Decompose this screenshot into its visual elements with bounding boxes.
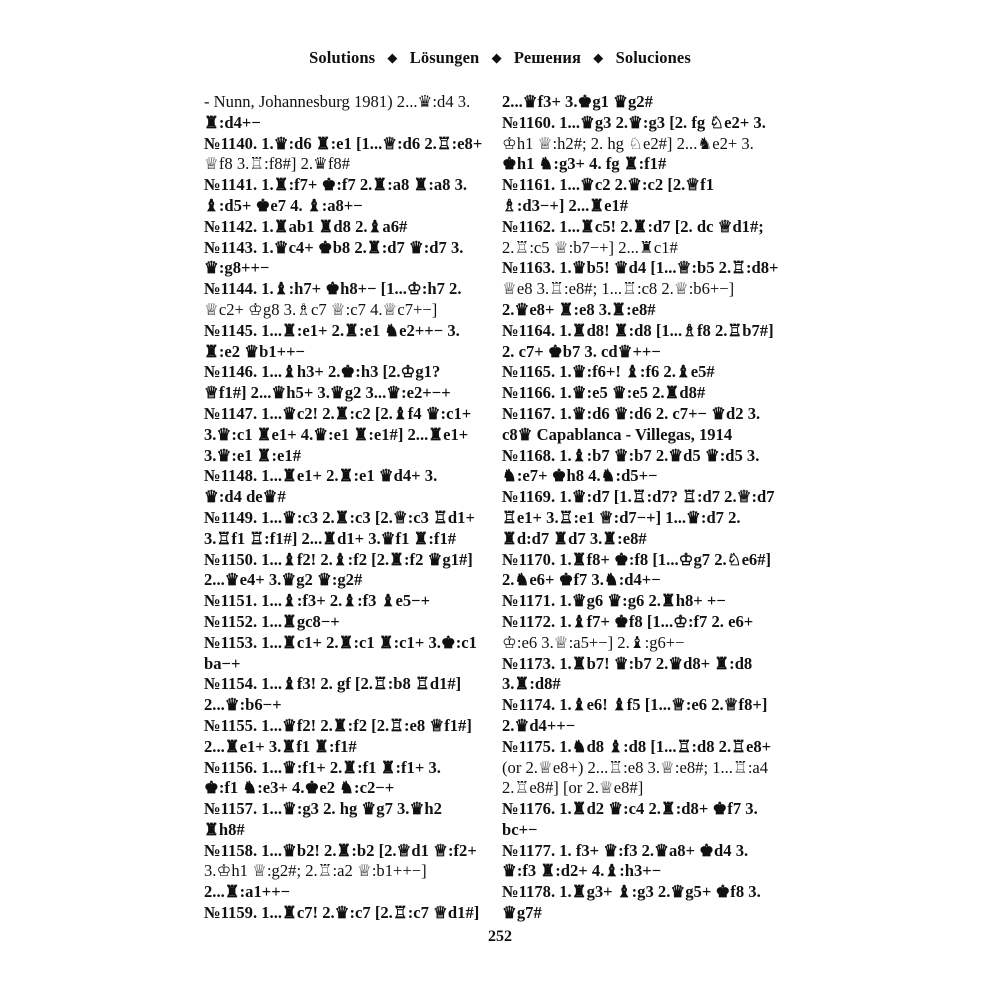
- solution-line: ♜:e2 ♛b1++−: [204, 341, 305, 361]
- solution-line: ♕e8 3.♖:e8#; 1...♖:c8 2.♕:b6+−]: [502, 279, 735, 299]
- solution-line: №1143. 1.♛c4+ ♚b8 2.♜:d7 ♛:d7 3.: [204, 237, 464, 257]
- header-soluciones: Soluciones: [615, 48, 691, 67]
- solution-line: 2.♛d4++−: [502, 715, 576, 735]
- solution-line: №1173. 1.♜b7! ♛:b7 2.♛d8+ ♜:d8: [502, 653, 753, 673]
- solution-line: №1168. 1.♝:b7 ♛:b7 2.♛d5 ♛:d5 3.: [502, 445, 760, 465]
- solution-line: 3.♜:d8#: [502, 674, 561, 694]
- solution-line: №1158. 1...♛b2! 2.♜:b2 [2.♕d1 ♕:f2+: [204, 840, 477, 860]
- solution-line: 2.♖e8#] [or 2.♕e8#]: [502, 778, 644, 798]
- solution-line: 2...♛:b6−+: [204, 695, 282, 715]
- header-solutions: Solutions: [309, 48, 376, 67]
- solution-line: №1178. 1.♜g3+ ♝:g3 2.♛g5+ ♚f8 3.: [502, 882, 761, 902]
- solution-line: 3.♛:e1 ♜:e1#: [204, 445, 302, 465]
- solution-line: №1150. 1...♝f2! 2.♝:f2 [2.♜:f2 ♛g1#]: [204, 549, 473, 569]
- solution-line: - Nunn, Johannesburg 1981) 2...♛:d4 3.: [204, 92, 471, 111]
- page-header: [0, 48, 1000, 68]
- solution-line: №1147. 1...♛c2! 2.♜:c2 [2.♝f4 ♛:c1+: [204, 403, 472, 423]
- solution-line: ♕f8 3.♖:f8#] 2.♛f8#: [204, 154, 351, 174]
- solution-line: 2.♖:c5 ♕:b7−+] 2...♜c1#: [502, 237, 678, 257]
- solution-line: 2...♛f3+ 3.♚g1 ♛g2#: [502, 92, 653, 111]
- solution-line: №1159. 1...♜c7! 2.♛:c7 [2.♖:c7 ♕d1#]: [204, 903, 480, 923]
- solution-line: №1175. 1.♞d8 ♝:d8 [1...♖:d8 2.♖e8+: [502, 736, 772, 756]
- solution-line: 3.♔h1 ♕:g2#; 2.♖:a2 ♕:b1++−]: [204, 861, 427, 881]
- solution-line: ♞:e7+ ♚h8 4.♞:d5+−: [502, 466, 658, 486]
- solution-line: 2.♞e6+ ♚f7 3.♞:d4+−: [502, 570, 661, 590]
- solution-line: ♛:f3 ♜:d2+ 4.♝:h3+−: [502, 861, 662, 881]
- solution-line: ♖e1+ 3.♖:e1 ♕:d7−+] 1...♛:d7 2.: [502, 507, 741, 527]
- solution-line: №1161. 1...♛c2 2.♛:c2 [2.♕f1: [502, 175, 714, 195]
- solution-line: №1157. 1...♛:g3 2. hg ♛g7 3.♛h2: [204, 799, 442, 819]
- solution-line: №1142. 1.♜ab1 ♜d8 2.♝a6#: [204, 216, 408, 236]
- solution-line: ♕f1#] 2...♛h5+ 3.♛g2 3...♛:e2+−+: [204, 383, 451, 403]
- solution-line: №1151. 1...♝:f3+ 2.♝:f3 ♝e5−+: [204, 591, 431, 611]
- page-number: 252: [488, 928, 512, 945]
- header-separator: ◆: [491, 50, 502, 65]
- solution-line: №1165. 1.♛:f6+! ♝:f6 2.♝e5#: [502, 362, 715, 382]
- header-separator: ◆: [387, 50, 398, 65]
- solution-line: №1164. 1.♜d8! ♜:d8 [1...♗f8 2.♖b7#]: [502, 320, 774, 340]
- solution-line: №1174. 1.♝e6! ♝f5 [1...♕:e6 2.♕f8+]: [502, 695, 768, 715]
- solution-line: №1155. 1...♛f2! 2.♜:f2 [2.♖:e8 ♕f1#]: [204, 715, 472, 735]
- solution-line: №1170. 1.♜f8+ ♚:f8 [1...♔g7 2.♘e6#]: [502, 549, 772, 569]
- solution-line: №1169. 1.♛:d7 [1.♖:d7? ♖:d7 2.♕:d7: [502, 487, 775, 507]
- solution-line: ♔h1 ♕:h2#; 2. hg ♘e2#] 2...♞e2+ 3.: [502, 133, 754, 153]
- solution-line: 2.♛e8+ ♜:e8 3.♜:e8#: [502, 299, 656, 319]
- solution-line: (or 2.♕e8+) 2...♖:e8 3.♕:e8#; 1...♖:a4: [502, 757, 769, 777]
- solution-line: ♛:g8++−: [204, 258, 270, 278]
- solution-line: №1144. 1.♝:h7+ ♚h8+− [1...♔:h7 2.: [204, 279, 462, 299]
- solution-line: ♜h8#: [204, 819, 245, 839]
- solution-line: №1162. 1...♜c5! 2.♜:d7 [2. dc ♕d1#;: [502, 216, 764, 236]
- solution-line: №1154. 1...♝f3! 2. gf [2.♖:b8 ♖d1#]: [204, 674, 462, 694]
- solution-line: 3.♛:c1 ♜e1+ 4.♛:e1 ♜:e1#] 2...♜e1+: [204, 424, 469, 444]
- solution-line: №1148. 1...♜e1+ 2.♜:e1 ♛d4+ 3.: [204, 466, 438, 486]
- solution-line: ♜:d4+−: [204, 112, 261, 132]
- solution-line: №1177. 1. f3+ ♛:f3 2.♛a8+ ♚d4 3.: [502, 840, 749, 860]
- solution-line: 3.♖f1 ♖:f1#] 2...♜d1+ 3.♛f1 ♜:f1#: [204, 528, 457, 548]
- left-column: [204, 92, 492, 924]
- solution-line: №1152. 1...♜gc8−+: [204, 611, 340, 631]
- solution-line: ♕c2+ ♔g8 3.♗c7 ♕:c7 4.♕c7+−]: [204, 299, 438, 319]
- solution-line: bc+−: [502, 819, 538, 839]
- solution-line: №1176. 1.♜d2 ♛:c4 2.♜:d8+ ♚f7 3.: [502, 799, 758, 819]
- solution-line: №1153. 1...♜c1+ 2.♜:c1 ♜:c1+ 3.♚:c1: [204, 632, 477, 652]
- solution-line: ♛g7#: [502, 903, 542, 923]
- solution-line: ♜d:d7 ♜d7 3.♜:e8#: [502, 528, 647, 548]
- solution-line: №1145. 1...♜:e1+ 2.♜:e1 ♞e2++− 3.: [204, 320, 460, 340]
- solution-line: ♚:f1 ♞:e3+ 4.♚e2 ♞:c2−+: [204, 778, 395, 798]
- solution-line: №1167. 1.♛:d6 ♛:d6 2. c7+− ♛d2 3.: [502, 403, 761, 423]
- solution-line: №1166. 1.♛:e5 ♛:e5 2.♜d8#: [502, 383, 706, 403]
- solution-line: ♗:d3−+] 2...♜e1#: [502, 195, 629, 215]
- solution-line: №1146. 1...♝h3+ 2.♚:h3 [2.♔g1?: [204, 362, 441, 382]
- solution-line: 2...♛e4+ 3.♛g2 ♛:g2#: [204, 570, 363, 590]
- solution-line: ♚h1 ♞:g3+ 4. fg ♜:f1#: [502, 154, 667, 174]
- solution-line: №1156. 1...♛:f1+ 2.♜:f1 ♜:f1+ 3.: [204, 757, 441, 777]
- solution-line: ♛:d4 de♛#: [204, 487, 286, 507]
- right-column: [502, 92, 790, 924]
- solution-line: №1171. 1.♛g6 ♛:g6 2.♜h8+ +−: [502, 591, 726, 611]
- solution-line: c8♛ Capablanca - Villegas, 1914: [502, 424, 733, 444]
- header-separator: ◆: [593, 50, 604, 65]
- solution-line: 2...♜e1+ 3.♜f1 ♜:f1#: [204, 736, 357, 756]
- solution-line: 2...♜:a1++−: [204, 882, 291, 902]
- solution-line: ♔:e6 3.♕:a5+−] 2.♝:g6+−: [502, 632, 685, 652]
- solution-line: №1140. 1.♛:d6 ♜:e1 [1...♕:d6 2.♖:e8+: [204, 133, 483, 153]
- solution-line: №1163. 1.♛b5! ♛d4 [1...♕:b5 2.♖:d8+: [502, 258, 779, 278]
- solution-line: ba−+: [204, 653, 241, 673]
- solution-line: №1149. 1...♛:c3 2.♜:c3 [2.♕:c3 ♖d1+: [204, 507, 475, 527]
- solution-line: ♝:d5+ ♚e7 4. ♝:a8+−: [204, 195, 363, 215]
- header-losungen: Lösungen: [409, 48, 480, 67]
- header-resheniya: Решения: [513, 48, 581, 67]
- solution-line: 2. c7+ ♚b7 3. cd♛++−: [502, 341, 661, 361]
- solution-line: №1172. 1.♝f7+ ♚f8 [1...♔:f7 2. e6+: [502, 611, 754, 631]
- solution-line: №1160. 1...♛g3 2.♛:g3 [2. fg ♘e2+ 3.: [502, 112, 766, 132]
- solution-line: №1141. 1.♜:f7+ ♚:f7 2.♜:a8 ♜:a8 3.: [204, 175, 468, 195]
